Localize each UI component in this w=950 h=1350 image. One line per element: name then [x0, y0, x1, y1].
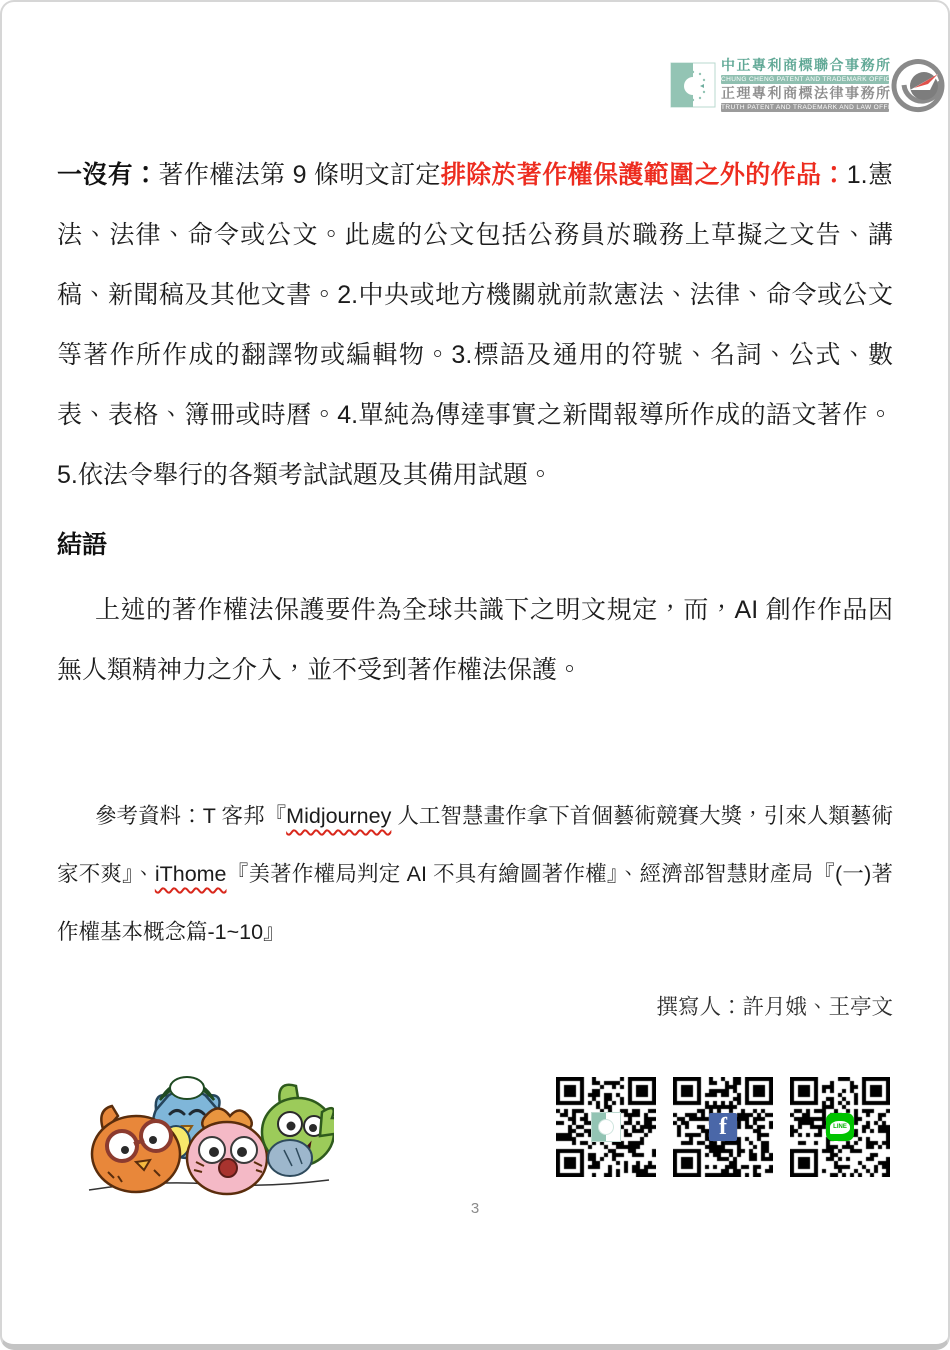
office-logo-icon [591, 1112, 621, 1142]
author-line: 撰寫人：許月娥、王亭文 [656, 995, 893, 1019]
conclusion-paragraph-wrap [57, 580, 893, 700]
logo-en-line1: CHUNG CHENG PATENT AND TRADEMARK OFFICE [721, 76, 896, 83]
paragraph-lead: 一沒有： [57, 161, 159, 189]
conclusion-paragraph: 上述的著作權法保護要件為全球共識下之明文規定，而，AI 創作作品因無人類精神力之介入，並不受到著作權法保護。 [57, 596, 893, 684]
firm-logo [670, 48, 932, 122]
logo-cn-line1: 中正專利商標聯合事務所 [721, 57, 892, 73]
references-mid1: 人工智慧畫作拿下首個藝術競賽大獎，引來人類藝術家不爽』、 [57, 804, 893, 886]
references-paragraph [57, 787, 893, 961]
references-prefix: 參考資料：T 客邦『 [95, 804, 287, 828]
references-mid2: 『美著作權局判定 AI 不具有繪圖著作權』、經濟部智慧財產局『(一)著作權基本概念篇-1~10』 [57, 862, 893, 944]
line-qr-code [790, 1077, 890, 1177]
green-owl [262, 1085, 334, 1176]
firm-logo-icon [670, 62, 716, 108]
red-highlight-text: 排除於著作權保護範圍之外的作品： [440, 161, 847, 189]
compass-logo-icon [880, 50, 950, 120]
facebook-icon: f [708, 1112, 738, 1142]
facebook-qr-code [673, 1077, 773, 1177]
qr-code-row [556, 1077, 890, 1177]
midjourney-text: Midjourney [286, 804, 392, 828]
logo-en-line2: TRUTH PATENT AND TRADEMARK AND LAW OFFICE [721, 104, 900, 111]
ithome-text: iThome [154, 862, 227, 886]
conclusion-heading: 結語 [57, 531, 108, 559]
paragraph-text: 著作權法第 9 條明文訂定 [158, 161, 441, 189]
office-qr-code [556, 1077, 656, 1177]
paragraph-list-text: 1.憲法、法律、命令或公文。此處的公文包括公務員於職務上草擬之文告、講稿、新聞稿及其他文書。2.中央或地方機關就前款憲法、法律、命令或公文等著作所作成的翻譯物或編輯物。3.標語及通用的符號、名詞、公式、數表、表格、簿冊或時曆。4.單純為傳達事實之新聞報導所作成的語文著作。5.依法令舉行的各類考試試題及其備用試題。 [57, 161, 893, 489]
logo-cn-line2: 正理專利商標法律事務所 [721, 85, 892, 101]
mascot-illustration [84, 1062, 334, 1197]
conclusion-section [57, 527, 893, 563]
exclusions-paragraph [57, 145, 893, 505]
line-icon: LINE [825, 1112, 855, 1142]
page-number: 3 [470, 1200, 480, 1217]
firm-logo-text [721, 57, 900, 113]
